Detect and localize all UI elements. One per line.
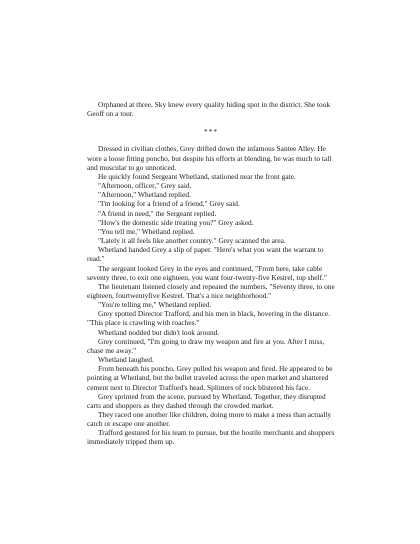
paragraph: "A friend in need," the Sergeant replied. <box>98 208 217 218</box>
paragraph: Trafford gestured for his team to pursue, but the hostile merchants and shoppers immediately tripped them up. <box>87 428 335 447</box>
paragraph: Whetland handed Grey a slip of paper. "Here's what you want the warrant to read." <box>87 245 324 264</box>
paragraph: Whetland laughed. <box>98 355 154 365</box>
paragraph: "You tell me," Whetland replied. <box>98 226 195 236</box>
paragraph: "How's the domestic side treating you?" Grey asked. <box>98 217 254 227</box>
paragraph: "I'm looking for a friend of a friend," Grey said. <box>98 199 240 209</box>
paragraph: Grey sprinted from the scene, pursued by Whetland. Together, they disrupted carts and shoppers as they dashed through the crowded market. <box>87 391 326 410</box>
paragraph: The lieutenant listened closely and repeated the numbers, "Seventy three, to one eighteen, fourtwentyfive Kestrel. That's a nice neighborhood." <box>87 281 335 300</box>
scene-break: *** <box>203 127 219 137</box>
paragraph: "Lately it all feels like another country." Grey scanned the area. <box>98 236 286 246</box>
paragraph: Grey spotted Director Trafford, and his men in black, hovering in the distance. "This place is crawling with roaches." <box>87 309 330 328</box>
paragraph: They raced one another like children, doing more to make a mess than actually catch or escape one another. <box>87 410 332 429</box>
paragraph: Grey continued, "I'm going to draw my weapon and fire at you. After I miss, chase me away." <box>87 336 325 355</box>
paragraph: Dressed in civilian clothes, Grey drifted down the infamous Santee Alley. He wore a loose fitting poncho, but despite his efforts at blending, he was much to tall and muscular to go unnoticed. <box>87 144 332 172</box>
paragraph: From beneath his poncho, Grey pulled his weapon and fired. He appeared to be pointing at Whetland, but the bullet traveled across the open market and shattered cement next to Director Trafford's head. Splinters of rock blistered his face. <box>87 364 333 392</box>
paragraph: Orphaned at three, Sky knew every quality hiding spot in the district. She took Geoff on a tour. <box>87 100 331 119</box>
paragraph: He quickly found Sergeant Whetland, stationed near the front gate. <box>98 171 296 181</box>
paragraph: The sergeant looked Grey in the eyes and continued, "From here, take cable seventy three, to exit one eighteen, you want four-twenty-five Kestrel, top shelf." <box>87 263 327 282</box>
paragraph: "Afternoon," Whetland replied. <box>98 190 191 200</box>
paragraph: "Afternoon, officer," Grey said. <box>98 181 192 191</box>
body-text <box>87 100 335 447</box>
paragraph: Whetland nodded but didn't look around. <box>98 327 220 337</box>
paragraph: "You're telling me," Whetland replied. <box>98 300 212 310</box>
